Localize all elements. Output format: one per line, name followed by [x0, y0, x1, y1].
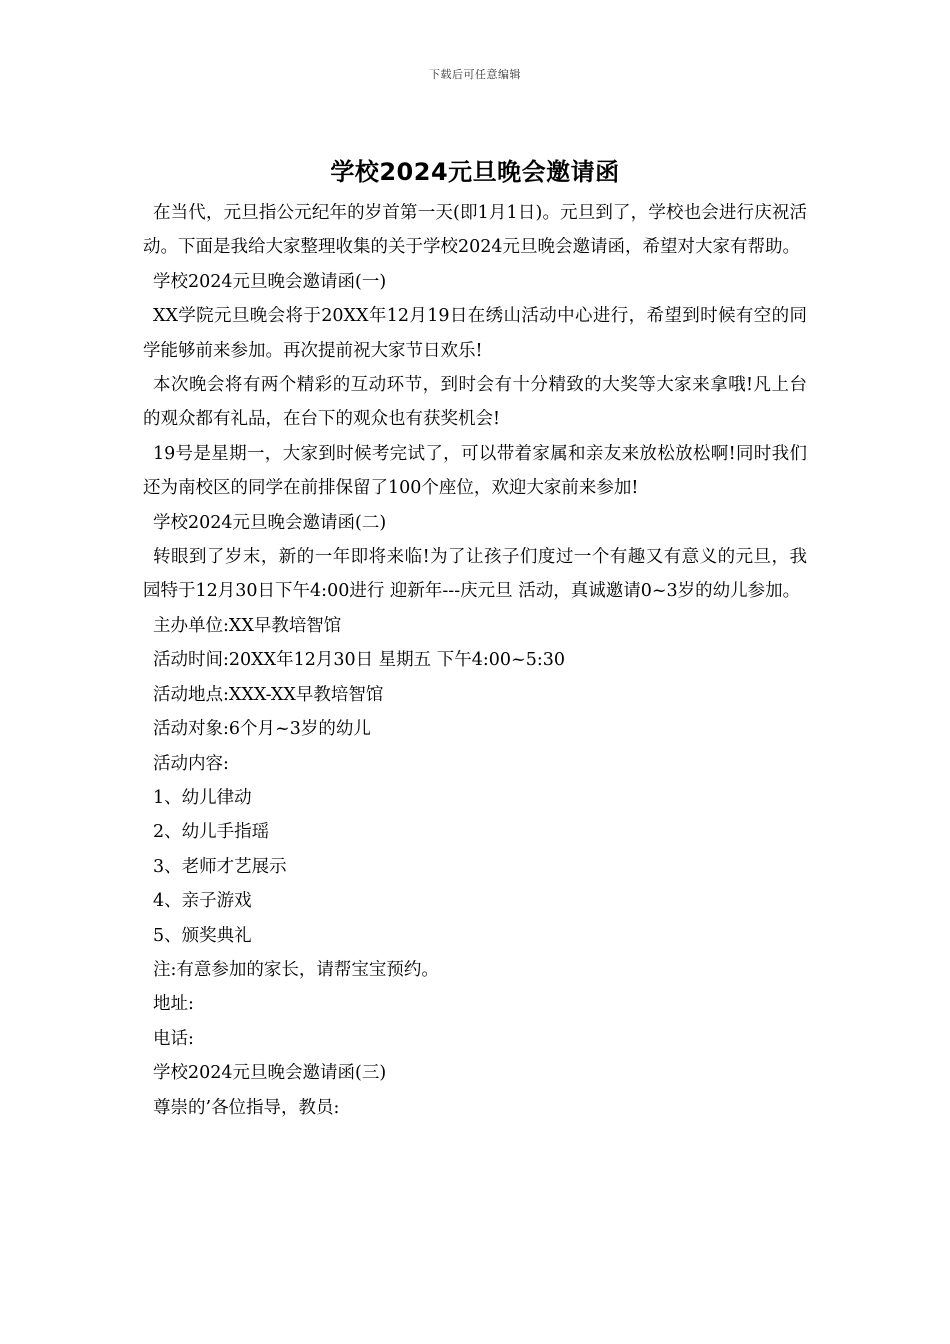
- section-heading: 学校2024元旦晚会邀请函(二): [153, 512, 387, 533]
- section-heading: 学校2024元旦晚会邀请函(一): [153, 271, 387, 292]
- list-item: 5、颁奖典礼: [153, 925, 252, 946]
- phone-field: 电话:: [153, 1028, 194, 1049]
- paragraph: XX学院元旦晚会将于20XX年12月19日在绣山活动中心进行，希望到时候有空的同学能够前来参加。再次提前祝大家节日欢乐!: [143, 306, 807, 361]
- list-item: 主办单位:XX早教培智馆: [153, 615, 342, 636]
- salutation: 尊崇的’各位指导，教员:: [153, 1097, 340, 1118]
- paragraph: 转眼到了岁末，新的一年即将来临!为了让孩子们度过一个有趣又有意义的元旦，我园特于12月30日下午4:00进行 迎新年---庆元旦 活动，真诚邀请0~3岁的幼儿参加。: [143, 547, 807, 602]
- address-field: 地址:: [153, 994, 194, 1015]
- paragraph: 在当代，元旦指公元纪年的岁首第一天(即1月1日)。元旦到了，学校也会进行庆祝活动。下面是我给大家整理收集的关于学校2024元旦晚会邀请函，希望对大家有帮助。: [143, 203, 807, 258]
- section-heading: 学校2024元旦晚会邀请函(三): [153, 1063, 387, 1084]
- document-body: [143, 196, 807, 1125]
- list-item: 活动时间:20XX年12月30日 星期五 下午4:00~5:30: [153, 650, 566, 671]
- list-item: 3、老师才艺展示: [153, 856, 287, 877]
- note: 注:有意参加的家长，请帮宝宝预约。: [153, 959, 439, 980]
- paragraph: 本次晚会将有两个精彩的互动环节，到时会有十分精致的大奖等大家来拿哦!凡上台的观众都有礼品，在台下的观众也有获奖机会!: [143, 375, 807, 430]
- list-item: 活动内容:: [153, 753, 229, 774]
- list-item: 2、幼儿手指瑶: [153, 822, 270, 843]
- list-item: 1、幼儿律动: [153, 787, 252, 808]
- document-title: 学校2024元旦晚会邀请函: [330, 158, 620, 186]
- page-header: 下载后可任意编辑: [429, 68, 521, 81]
- list-item: 活动地点:XXX-XX早教培智馆: [153, 684, 384, 705]
- list-item: 活动对象:6个月~3岁的幼儿: [153, 719, 371, 740]
- paragraph: 19号是星期一，大家到时候考完试了，可以带着家属和亲友来放松放松啊!同时我们还为南校区的同学在前排保留了100个座位，欢迎大家前来参加!: [143, 443, 807, 499]
- list-item: 4、亲子游戏: [153, 891, 252, 912]
